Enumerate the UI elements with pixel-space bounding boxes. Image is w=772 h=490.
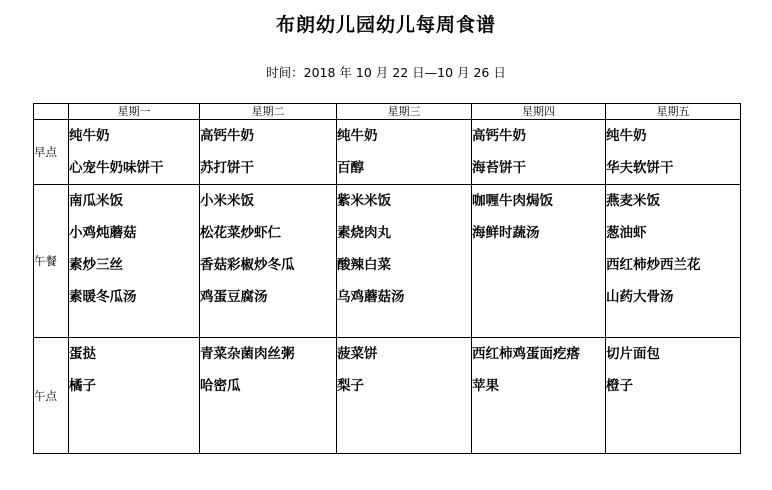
menu-item: 乌鸡蘑菇汤: [337, 289, 405, 305]
row-label-afternoon-snack: 午点: [34, 338, 69, 454]
menu-item: 纯牛奶: [337, 128, 378, 144]
menu-item: 葱油虾: [606, 225, 647, 241]
day-header-thursday: 星期四: [472, 104, 606, 120]
menu-cell-lunch-thursday: [472, 185, 606, 338]
menu-item: 素炒三丝: [69, 257, 123, 273]
menu-item: 西红柿鸡蛋面疙瘩: [472, 346, 580, 362]
row-label-breakfast: 早点: [34, 120, 69, 185]
menu-item: 燕麦米饭: [606, 193, 660, 209]
menu-item: 高钙牛奶: [472, 128, 526, 144]
menu-cell-lunch-monday: [69, 185, 200, 338]
menu-cell-lunch-wednesday: [337, 185, 472, 338]
day-header-friday: 星期五: [606, 104, 741, 120]
menu-item: 华夫软饼干: [606, 160, 674, 176]
menu-item: 梨子: [337, 378, 364, 394]
menu-item: 紫米米饭: [337, 193, 391, 209]
table-row-breakfast: [34, 120, 741, 185]
day-header-row: [34, 104, 741, 120]
menu-cell-snack-monday: [69, 338, 200, 454]
menu-cell-breakfast-monday: [69, 120, 200, 185]
menu-item: 菠菜饼: [337, 346, 378, 362]
menu-item: 酸辣白菜: [337, 257, 391, 273]
menu-title: 布朗幼儿园幼儿每周食谱: [275, 14, 496, 36]
menu-item: 苹果: [472, 378, 499, 394]
table-row-lunch: [34, 185, 741, 338]
menu-item: 高钙牛奶: [200, 128, 254, 144]
menu-cell-snack-wednesday: [337, 338, 472, 454]
menu-cell-snack-tuesday: [200, 338, 337, 454]
menu-item: 素烧肉丸: [337, 225, 391, 241]
menu-item: 百醇: [337, 160, 364, 176]
menu-item: 纯牛奶: [606, 128, 647, 144]
menu-item: 哈密瓜: [200, 378, 241, 394]
menu-item: 松花菜炒虾仁: [200, 225, 281, 241]
menu-item: 咖喱牛肉焗饭: [472, 193, 553, 209]
weekly-menu-table: [33, 103, 741, 454]
menu-cell-snack-thursday: [472, 338, 606, 454]
date-range: 时间：2018 年 10 月 22 日—10 月 26 日: [266, 65, 506, 80]
menu-item: 南瓜米饭: [69, 193, 123, 209]
menu-item: 西红柿炒西兰花: [606, 257, 701, 273]
menu-item: 切片面包: [606, 346, 660, 362]
menu-item: 橘子: [69, 378, 96, 394]
menu-item: 蛋挞: [69, 346, 96, 362]
menu-cell-breakfast-friday: [606, 120, 741, 185]
menu-item: 海苔饼干: [472, 160, 526, 176]
row-label-lunch: 午餐: [34, 185, 69, 338]
day-header-monday: 星期一: [69, 104, 200, 120]
menu-cell-breakfast-wednesday: [337, 120, 472, 185]
menu-item: 山药大骨汤: [606, 289, 674, 305]
menu-cell-lunch-tuesday: [200, 185, 337, 338]
menu-item: 苏打饼干: [200, 160, 254, 176]
table-row-afternoon-snack: [34, 338, 741, 454]
menu-item: 小鸡炖蘑菇: [69, 225, 137, 241]
menu-item: 素暖冬瓜汤: [69, 289, 137, 305]
menu-item: 香菇彩椒炒冬瓜: [200, 257, 295, 273]
menu-item: 橙子: [606, 378, 633, 394]
menu-cell-snack-friday: [606, 338, 741, 454]
corner-cell: [34, 104, 69, 120]
menu-item: 鸡蛋豆腐汤: [200, 289, 268, 305]
day-header-wednesday: 星期三: [337, 104, 472, 120]
menu-item: 纯牛奶: [69, 128, 110, 144]
menu-item: 小米米饭: [200, 193, 254, 209]
menu-cell-breakfast-tuesday: [200, 120, 337, 185]
day-header-tuesday: 星期二: [200, 104, 337, 120]
menu-item: 海鲜时蔬汤: [472, 225, 540, 241]
menu-item: 青菜杂菌肉丝粥: [200, 346, 295, 362]
menu-item: 心宠牛奶味饼干: [69, 160, 164, 176]
menu-cell-lunch-friday: [606, 185, 741, 338]
menu-cell-breakfast-thursday: [472, 120, 606, 185]
